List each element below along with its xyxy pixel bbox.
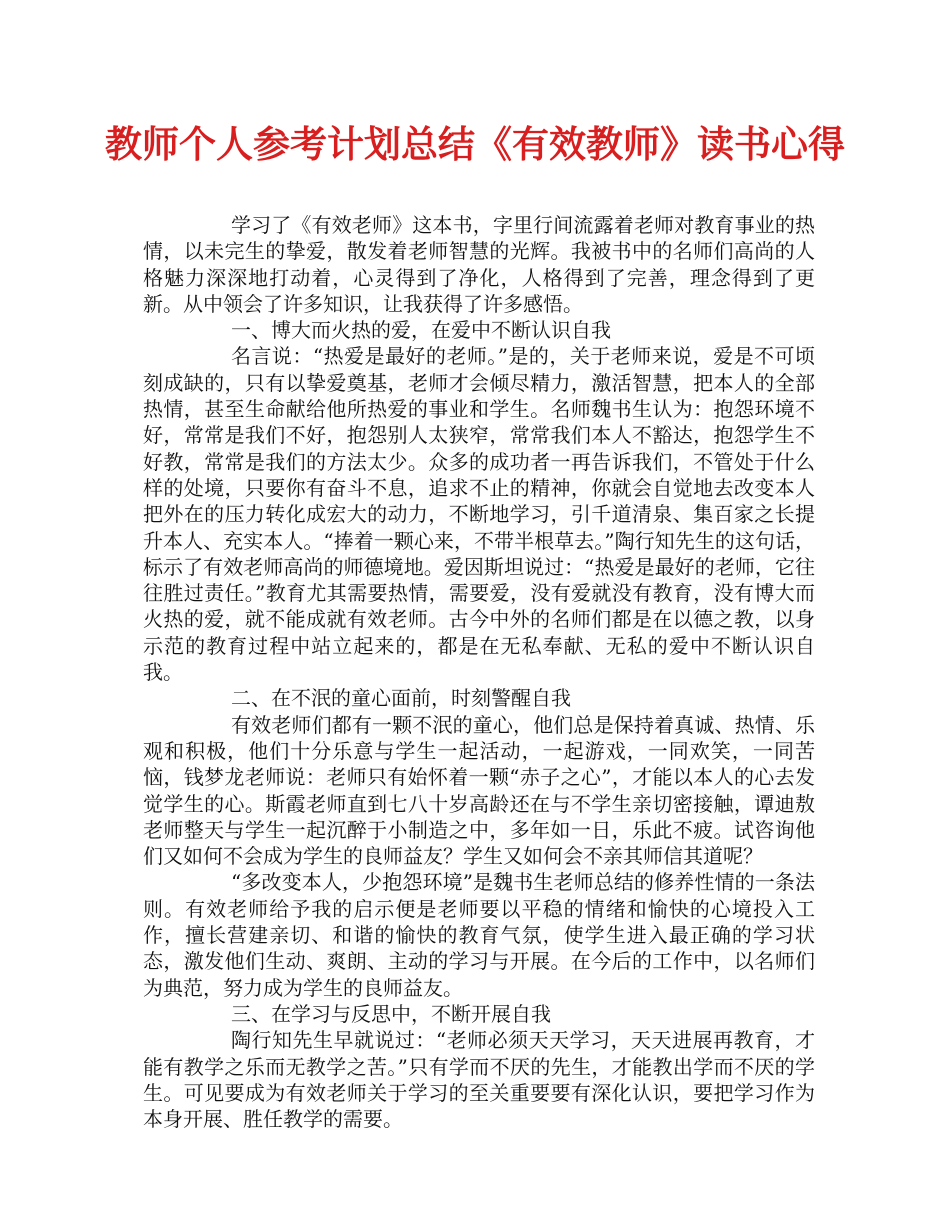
paragraph-learning: 陶行知先生早就说过：“老师必须天天学习，天天进展再教育，才能有教学之乐而无教学之苦。”只有学而不厌的先生，才能教出学而不厌的学生。可见要成为有效老师关于学习的至关重要要有深化认识，要把学习作为本身开展、胜任教学的需要。 xyxy=(143,1028,815,1132)
document-body xyxy=(143,212,815,1132)
document-title: 教师个人参考计划总结《有效教师》读书心得 xyxy=(105,123,845,166)
section-heading-1: 一、博大而火热的爱，在爱中不断认识自我 xyxy=(231,318,611,343)
paragraph-intro: 学习了《有效老师》这本书，字里行间流露着老师对教育事业的热情，以未完生的挚爱，散发着老师智慧的光辉。我被书中的名师们高尚的人格魅力深深地打动着，心灵得到了净化，人格得到了完善，理念得到了更新。从中领会了许多知识，让我获得了许多感悟。 xyxy=(143,213,815,316)
section-heading-3: 三、在学习与反思中，不断开展自我 xyxy=(231,1001,551,1026)
section-heading-2: 二、在不泯的童心面前，时刻警醒自我 xyxy=(231,686,571,711)
paragraph-change-self: “多改变本人，少抱怨环境”是魏书生老师总结的修养性情的一条法则。有效老师给予我的启示便是老师要以平稳的情绪和愉快的心境投入工作，擅长营建亲切、和谐的愉快的教育气氛，使学生进入最正确的学习状态，激发他们生动、爽朗、主动的学习与开展。在今后的工作中，以名师们为典范，努力成为学生的良师益友。 xyxy=(143,870,815,1000)
paragraph-childlike-heart: 有效老师们都有一颗不泯的童心，他们总是保持着真诚、热情、乐观和积极，他们十分乐意与学生一起活动，一起游戏，一同欢笑，一同苦恼，钱梦龙老师说：老师只有始怀着一颗“赤子之心”，才能以本人的心去发觉学生的心。斯霞老师直到七八十岁高龄还在与不学生亲切密接触，谭迪敖老师整天与学生一起沉醉于小制造之中，多年如一日，乐此不疲。试咨询他们又如何不会成为学生的良师益友？学生又如何会不亲其师信其道呢？ xyxy=(143,712,815,869)
paragraph-love: 名言说：“热爱是最好的老师。”是的，关于老师来说，爱是不可顷刻成缺的，只有以挚爱奠基，老师才会倾尽精力，激活智慧，把本人的全部热情，甚至生命献给他所热爱的事业和学生。名师魏书生认为：抱怨环境不好，常常是我们不好，抱怨别人太狭窄，常常我们本人不豁达，抱怨学生不好教，常常是我们的方法太少。众多的成功者一再告诉我们，不管处于什么样的处境，只要你有奋斗不息，追求不止的精神，你就会自觉地去改变本人把外在的压力转化成宏大的动力，不断地学习，引千道清泉、集百家之长提升本人、充实本人。“捧着一颗心来，不带半根草去。”陶行知先生的这句话，标示了有效老师高尚的师德境地。爱因斯坦说过：“热爱是最好的老师，它往往胜过责任。”教育尤其需要热情，需要爱，没有爱就没有教育，没有博大而火热的爱，就不能成就有效老师。古今中外的名师们都是在以德之教，以身示范的教育过程中站立起来的，都是在无私奉献、无私的爱中不断认识自我。 xyxy=(143,344,815,685)
